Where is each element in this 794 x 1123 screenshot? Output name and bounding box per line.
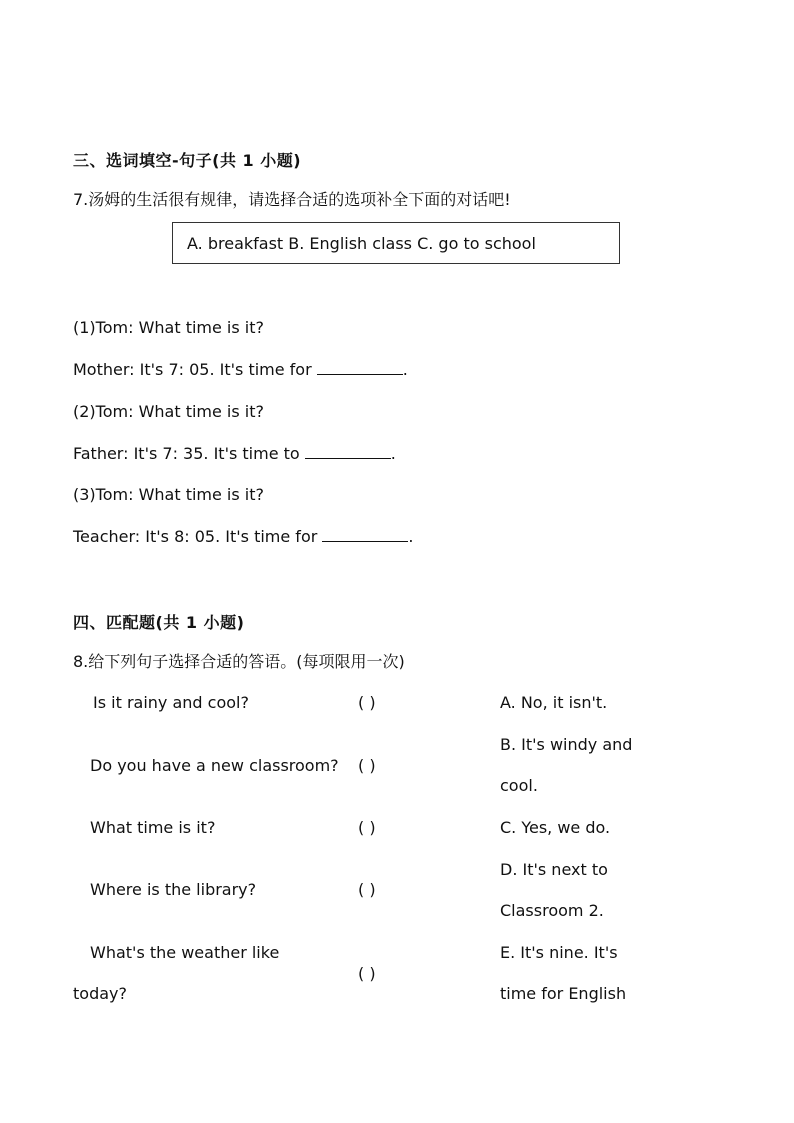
answer-paren-1[interactable]: ( ) <box>358 693 376 712</box>
match-answer-e: E. It's nine. It's <box>500 943 618 962</box>
answer-paren-4[interactable]: ( ) <box>358 880 376 899</box>
dialogue-line-5: (3)Tom: What time is it? <box>73 485 265 504</box>
answer-paren-3[interactable]: ( ) <box>358 818 376 837</box>
answer-paren-5[interactable]: ( ) <box>358 964 376 983</box>
match-answer-e-cont: time for English <box>500 984 627 1003</box>
match-question-1: Is it rainy and cool? <box>93 693 249 712</box>
section4-heading: 四、匹配题(共 1 小题) <box>73 613 245 632</box>
answer-paren-2[interactable]: ( ) <box>358 756 376 775</box>
match-answer-b: B. It's windy and <box>500 735 633 754</box>
dialogue-text: Teacher: It's 8: 05. It's time for <box>73 527 323 546</box>
dialogue-line-6 <box>73 527 413 547</box>
dialogue-text: Mother: It's 7: 05. It's time for <box>73 360 317 379</box>
word-bank-box <box>172 222 620 264</box>
dialogue-line-4 <box>73 444 396 464</box>
match-answer-c: C. Yes, we do. <box>500 818 611 837</box>
match-answer-a: A. No, it isn't. <box>500 693 608 712</box>
match-question-3: What time is it? <box>90 818 216 837</box>
word-bank-options: A. breakfast B. English class C. go to school <box>187 234 536 253</box>
dialogue-line-1: (1)Tom: What time is it? <box>73 318 265 337</box>
period: . <box>408 527 414 546</box>
section3-heading: 三、选词填空-句子(共 1 小题) <box>73 151 302 170</box>
period: . <box>402 360 408 379</box>
answer-blank-1[interactable] <box>317 360 403 375</box>
period: . <box>390 444 396 463</box>
answer-blank-2[interactable] <box>305 444 391 459</box>
question7-stem: 7.汤姆的生活很有规律，请选择合适的选项补全下面的对话吧! <box>73 190 511 209</box>
match-answer-d-cont: Classroom 2. <box>500 901 604 920</box>
match-question-5: What's the weather like <box>90 943 280 962</box>
match-question-4: Where is the library? <box>90 880 257 899</box>
match-question-2: Do you have a new classroom? <box>90 756 339 775</box>
dialogue-text: Father: It's 7: 35. It's time to <box>73 444 305 463</box>
match-answer-d: D. It's next to <box>500 860 608 879</box>
answer-blank-3[interactable] <box>322 527 408 542</box>
match-question-5-cont: today? <box>73 984 127 1003</box>
match-answer-b-cont: cool. <box>500 776 538 795</box>
question8-stem: 8.给下列句子选择合适的答语。(每项限用一次) <box>73 652 405 671</box>
dialogue-line-2 <box>73 360 408 380</box>
dialogue-line-3: (2)Tom: What time is it? <box>73 402 265 421</box>
